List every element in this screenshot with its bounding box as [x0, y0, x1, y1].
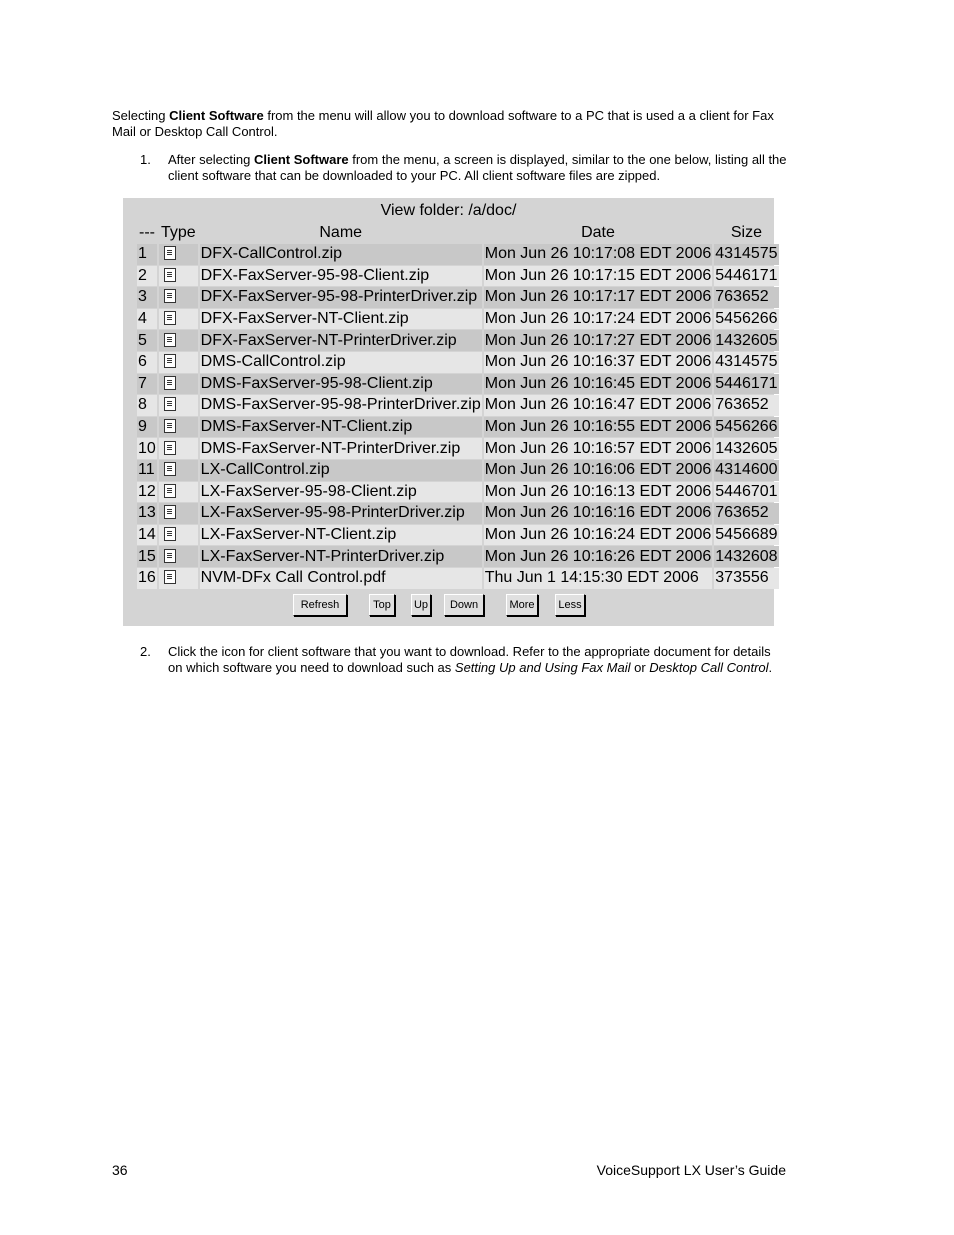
row-type-cell	[159, 568, 198, 589]
file-icon[interactable]	[164, 441, 176, 455]
row-date: Mon Jun 26 10:16:16 EDT 2006	[484, 503, 713, 524]
row-date: Mon Jun 26 10:16:06 EDT 2006	[484, 460, 713, 481]
file-table-header	[137, 223, 779, 243]
file-icon[interactable]	[164, 549, 176, 563]
row-size: 1432608	[714, 546, 778, 567]
file-icon[interactable]	[164, 570, 176, 584]
less-button[interactable]: Less	[555, 594, 585, 616]
file-icon[interactable]	[164, 397, 176, 411]
row-date: Mon Jun 26 10:16:57 EDT 2006	[484, 438, 713, 459]
row-size: 5456266	[714, 417, 778, 438]
table-row	[137, 287, 779, 308]
table-row	[137, 266, 779, 287]
file-icon[interactable]	[164, 246, 176, 260]
panel-title: View folder: /a/doc/	[380, 202, 517, 219]
row-date: Mon Jun 26 10:16:55 EDT 2006	[484, 417, 713, 438]
row-size: 5446171	[714, 266, 778, 287]
row-number: 2	[137, 266, 157, 287]
file-icon[interactable]	[164, 462, 176, 476]
row-size: 373556	[714, 568, 778, 589]
table-row	[137, 438, 779, 459]
row-size: 763652	[714, 503, 778, 524]
file-icon[interactable]	[164, 311, 176, 325]
row-size: 1432605	[714, 438, 778, 459]
step-1-text	[168, 152, 788, 184]
row-size: 5456689	[714, 525, 778, 546]
step-2-text-middle: or	[630, 660, 650, 675]
down-button[interactable]: Down	[444, 594, 484, 616]
row-date: Mon Jun 26 10:17:27 EDT 2006	[484, 330, 713, 351]
file-icon[interactable]	[164, 484, 176, 498]
row-number: 13	[137, 503, 157, 524]
view-folder-panel	[123, 198, 778, 626]
file-icon[interactable]	[164, 268, 176, 282]
row-number: 4	[137, 309, 157, 330]
row-file-name: LX-FaxServer-95-98-Client.zip	[200, 482, 482, 503]
row-type-cell	[159, 417, 198, 438]
table-row	[137, 546, 779, 567]
row-number: 12	[137, 482, 157, 503]
row-file-name: LX-CallControl.zip	[200, 460, 482, 481]
table-row	[137, 460, 779, 481]
step-1-text-before: After selecting	[168, 152, 254, 167]
row-number: 5	[137, 330, 157, 351]
row-size: 1432605	[714, 330, 778, 351]
row-number: 11	[137, 460, 157, 481]
table-row	[137, 503, 779, 524]
row-size: 763652	[714, 287, 778, 308]
row-number: 15	[137, 546, 157, 567]
row-size: 4314575	[714, 352, 778, 373]
row-file-name: DMS-CallControl.zip	[200, 352, 482, 373]
row-type-cell	[159, 244, 198, 265]
table-row	[137, 352, 779, 373]
row-number: 8	[137, 395, 157, 416]
row-file-name: DFX-CallControl.zip	[200, 244, 482, 265]
row-date: Mon Jun 26 10:16:45 EDT 2006	[484, 374, 713, 395]
step-2-number: 2.	[140, 644, 151, 659]
file-table	[135, 222, 781, 590]
step-1-number: 1.	[140, 152, 151, 167]
table-row	[137, 525, 779, 546]
header-name: Name	[319, 224, 363, 241]
step-2-doc-title-fax-mail: Setting Up and Using Fax Mail	[454, 660, 631, 675]
top-button[interactable]: Top	[369, 594, 395, 616]
row-size: 4314600	[714, 460, 778, 481]
intro-paragraph	[112, 108, 792, 140]
row-number: 3	[137, 287, 157, 308]
row-file-name: DFX-FaxServer-NT-PrinterDriver.zip	[200, 330, 482, 351]
file-table-body	[137, 244, 779, 589]
row-file-name: DMS-FaxServer-95-98-Client.zip	[200, 374, 482, 395]
file-icon[interactable]	[164, 376, 176, 390]
row-file-name: DMS-FaxServer-NT-PrinterDriver.zip	[200, 438, 482, 459]
row-file-name: NVM-DFx Call Control.pdf	[200, 568, 482, 589]
intro-text-before: Selecting	[112, 108, 170, 123]
row-size: 763652	[714, 395, 778, 416]
row-file-name: DFX-FaxServer-NT-Client.zip	[200, 309, 482, 330]
row-file-name: LX-FaxServer-95-98-PrinterDriver.zip	[200, 503, 482, 524]
row-date: Thu Jun 1 14:15:30 EDT 2006	[484, 568, 713, 589]
row-size: 4314575	[714, 244, 778, 265]
row-type-cell	[159, 438, 198, 459]
row-type-cell	[159, 460, 198, 481]
step-2-text	[168, 644, 788, 676]
row-type-cell	[159, 330, 198, 351]
row-date: Mon Jun 26 10:16:26 EDT 2006	[484, 546, 713, 567]
step-1-bold-menu-name: Client Software	[254, 152, 349, 167]
table-row	[137, 568, 779, 589]
row-date: Mon Jun 26 10:16:24 EDT 2006	[484, 525, 713, 546]
row-type-cell	[159, 309, 198, 330]
row-type-cell	[159, 525, 198, 546]
row-date: Mon Jun 26 10:16:47 EDT 2006	[484, 395, 713, 416]
row-file-name: DMS-FaxServer-NT-Client.zip	[200, 417, 482, 438]
row-number: 9	[137, 417, 157, 438]
page-number: 36	[112, 1162, 128, 1178]
row-date: Mon Jun 26 10:17:24 EDT 2006	[484, 309, 713, 330]
guide-title: VoiceSupport LX User’s Guide	[596, 1162, 786, 1178]
row-size: 5446701	[714, 482, 778, 503]
step-2-doc-title-call-control: Desktop Call Control	[649, 660, 769, 675]
file-icon[interactable]	[164, 419, 176, 433]
up-button[interactable]: Up	[411, 594, 431, 616]
row-type-cell	[159, 287, 198, 308]
header-num: ---	[139, 224, 155, 241]
file-icon[interactable]	[164, 354, 176, 368]
step-1-text-after: from the menu, a screen is displayed, similar to the one below, listing all the client software that can be downloaded to your PC. All client software files are zipped.	[168, 152, 787, 183]
step-2-text-before: Click the icon for client software that you want to download. Refer to the appropriate document for details on which software you need to download such as	[168, 644, 771, 675]
row-date: Mon Jun 26 10:17:17 EDT 2006	[484, 287, 713, 308]
row-file-name: LX-FaxServer-NT-PrinterDriver.zip	[200, 546, 482, 567]
row-type-cell	[159, 374, 198, 395]
row-date: Mon Jun 26 10:16:13 EDT 2006	[484, 482, 713, 503]
table-row	[137, 395, 779, 416]
file-icon[interactable]	[164, 333, 176, 347]
table-row	[137, 330, 779, 351]
table-row	[137, 309, 779, 330]
step-2-text-after: .	[768, 660, 773, 675]
intro-bold-menu-name: Client Software	[169, 108, 264, 123]
row-size: 5446171	[714, 374, 778, 395]
row-number: 14	[137, 525, 157, 546]
row-type-cell	[159, 395, 198, 416]
row-number: 7	[137, 374, 157, 395]
row-number: 16	[137, 568, 157, 589]
row-size: 5456266	[714, 309, 778, 330]
table-row	[137, 374, 779, 395]
row-file-name: LX-FaxServer-NT-Client.zip	[200, 525, 482, 546]
row-date: Mon Jun 26 10:16:37 EDT 2006	[484, 352, 713, 373]
row-file-name: DMS-FaxServer-95-98-PrinterDriver.zip	[200, 395, 482, 416]
row-type-cell	[159, 546, 198, 567]
row-type-cell	[159, 352, 198, 373]
file-icon[interactable]	[164, 527, 176, 541]
row-type-cell	[159, 482, 198, 503]
row-type-cell	[159, 266, 198, 287]
table-row	[137, 417, 779, 438]
intro-text-after: from the menu will allow you to download software to a PC that is used a a client for Fax Mail or Desktop Call Control.	[112, 108, 774, 139]
row-file-name: DFX-FaxServer-95-98-Client.zip	[200, 266, 482, 287]
row-date: Mon Jun 26 10:17:15 EDT 2006	[484, 266, 713, 287]
refresh-button[interactable]: Refresh	[293, 594, 347, 616]
row-number: 1	[137, 244, 157, 265]
row-file-name: DFX-FaxServer-95-98-PrinterDriver.zip	[200, 287, 482, 308]
header-type: Type	[160, 224, 196, 241]
table-row	[137, 244, 779, 265]
row-number: 6	[137, 352, 157, 373]
file-icon[interactable]	[164, 289, 176, 303]
row-number: 10	[137, 438, 157, 459]
table-row	[137, 482, 779, 503]
header-date: Date	[581, 224, 615, 241]
row-type-cell	[159, 503, 198, 524]
row-date: Mon Jun 26 10:17:08 EDT 2006	[484, 244, 713, 265]
header-size: Size	[730, 224, 762, 241]
more-button[interactable]: More	[506, 594, 538, 616]
file-icon[interactable]	[164, 505, 176, 519]
